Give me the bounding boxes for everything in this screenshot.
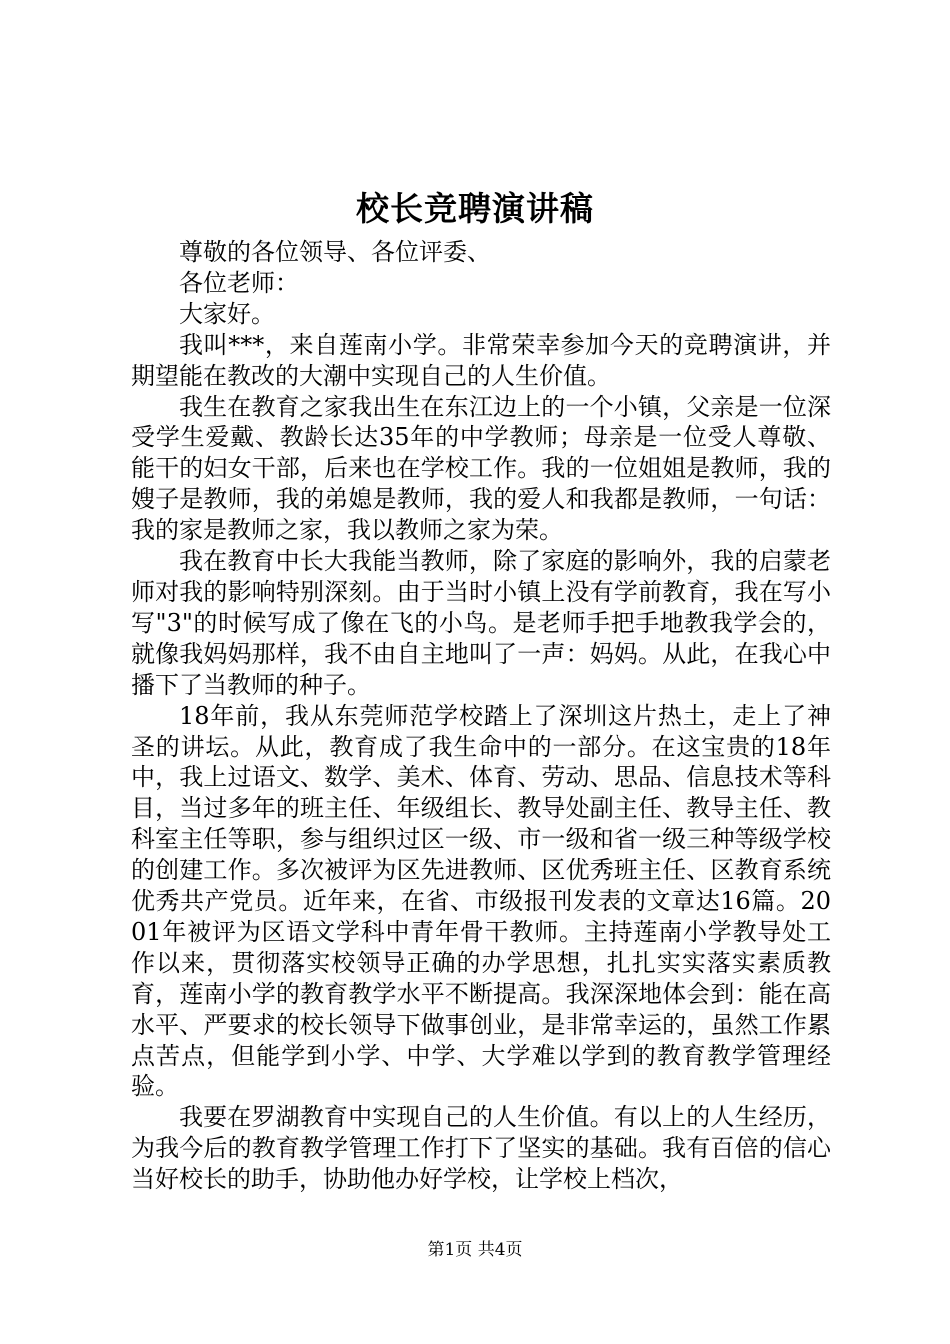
page-footer: 第1页 共4页 (427, 1240, 523, 1260)
paragraph-salutation: 尊敬的各位领导、各位评委、 (179, 238, 491, 266)
paragraph-introduction: 我叫***，来自莲南小学。非常荣幸参加今天的竞聘演讲，并期望能在教改的大潮中实现自己的人生价值。 (131, 330, 831, 390)
paragraph-family: 我生在教育之家我出生在东江边上的一个小镇，父亲是一位深受学生爱戴、教龄长达35年的中学教师；母亲是一位受人尊敬、能干的妇女干部，后来也在学校工作。我的一位姐姐是教师，我的嫂子是教师，我的弟媳是教师，我的爱人和我都是教师，一句话：我的家是教师之家，我以教师之家为荣。 (131, 392, 831, 545)
paragraph-growth: 我在教育中长大我能当教师，除了家庭的影响外，我的启蒙老师对我的影响特别深刻。由于当时小镇上没有学前教育，我在写小写"3"的时候写成了像在飞的小鸟。是老师手把手地教我学会的，就像我妈妈那样，我不由自主地叫了一声：妈妈。从此，在我心中播下了当教师的种子。 (131, 547, 831, 699)
paragraph-greeting: 大家好。 (179, 299, 275, 328)
document-title: 校长竞聘演讲稿 (356, 189, 594, 228)
document-body (131, 237, 831, 1195)
paragraph-salutation-teachers: 各位老师： (179, 268, 299, 297)
paragraph-career: 18年前，我从东莞师范学校踏上了深圳这片热土，走上了神圣的讲坛。从此，教育成了我生命中的一部分。在这宝贵的18年中，我上过语文、数学、美术、体育、劳动、思品、信息技术等科目，当过多年的班主任、年级组长、教导处副主任、教导主任、教科室主任等职，参与组织过区一级、市一级和省一级三种等级学校的创建工作。多次被评为区先进教师、区优秀班主任、区教育系统优秀共产党员。近年来，在省、市级报刊发表的文章达16篇。2001年被评为区语文学科中青年骨干教师。主持莲南小学教导处工作以来，贯彻落实校领导正确的办学思想，扎扎实实落实素质教育，莲南小学的教育教学水平不断提高。我深深地体会到：能在高水平、严要求的校长领导下做事创业，是非常幸运的，虽然工作累点苦点，但能学到小学、中学、大学难以学到的教育教学管理经验。 (131, 701, 831, 1101)
paragraph-goal: 我要在罗湖教育中实现自己的人生价值。有以上的人生经历，为我今后的教育教学管理工作打下了坚实的基础。我有百倍的信心当好校长的助手，协助他办好学校，让学校上档次， (131, 1103, 831, 1194)
